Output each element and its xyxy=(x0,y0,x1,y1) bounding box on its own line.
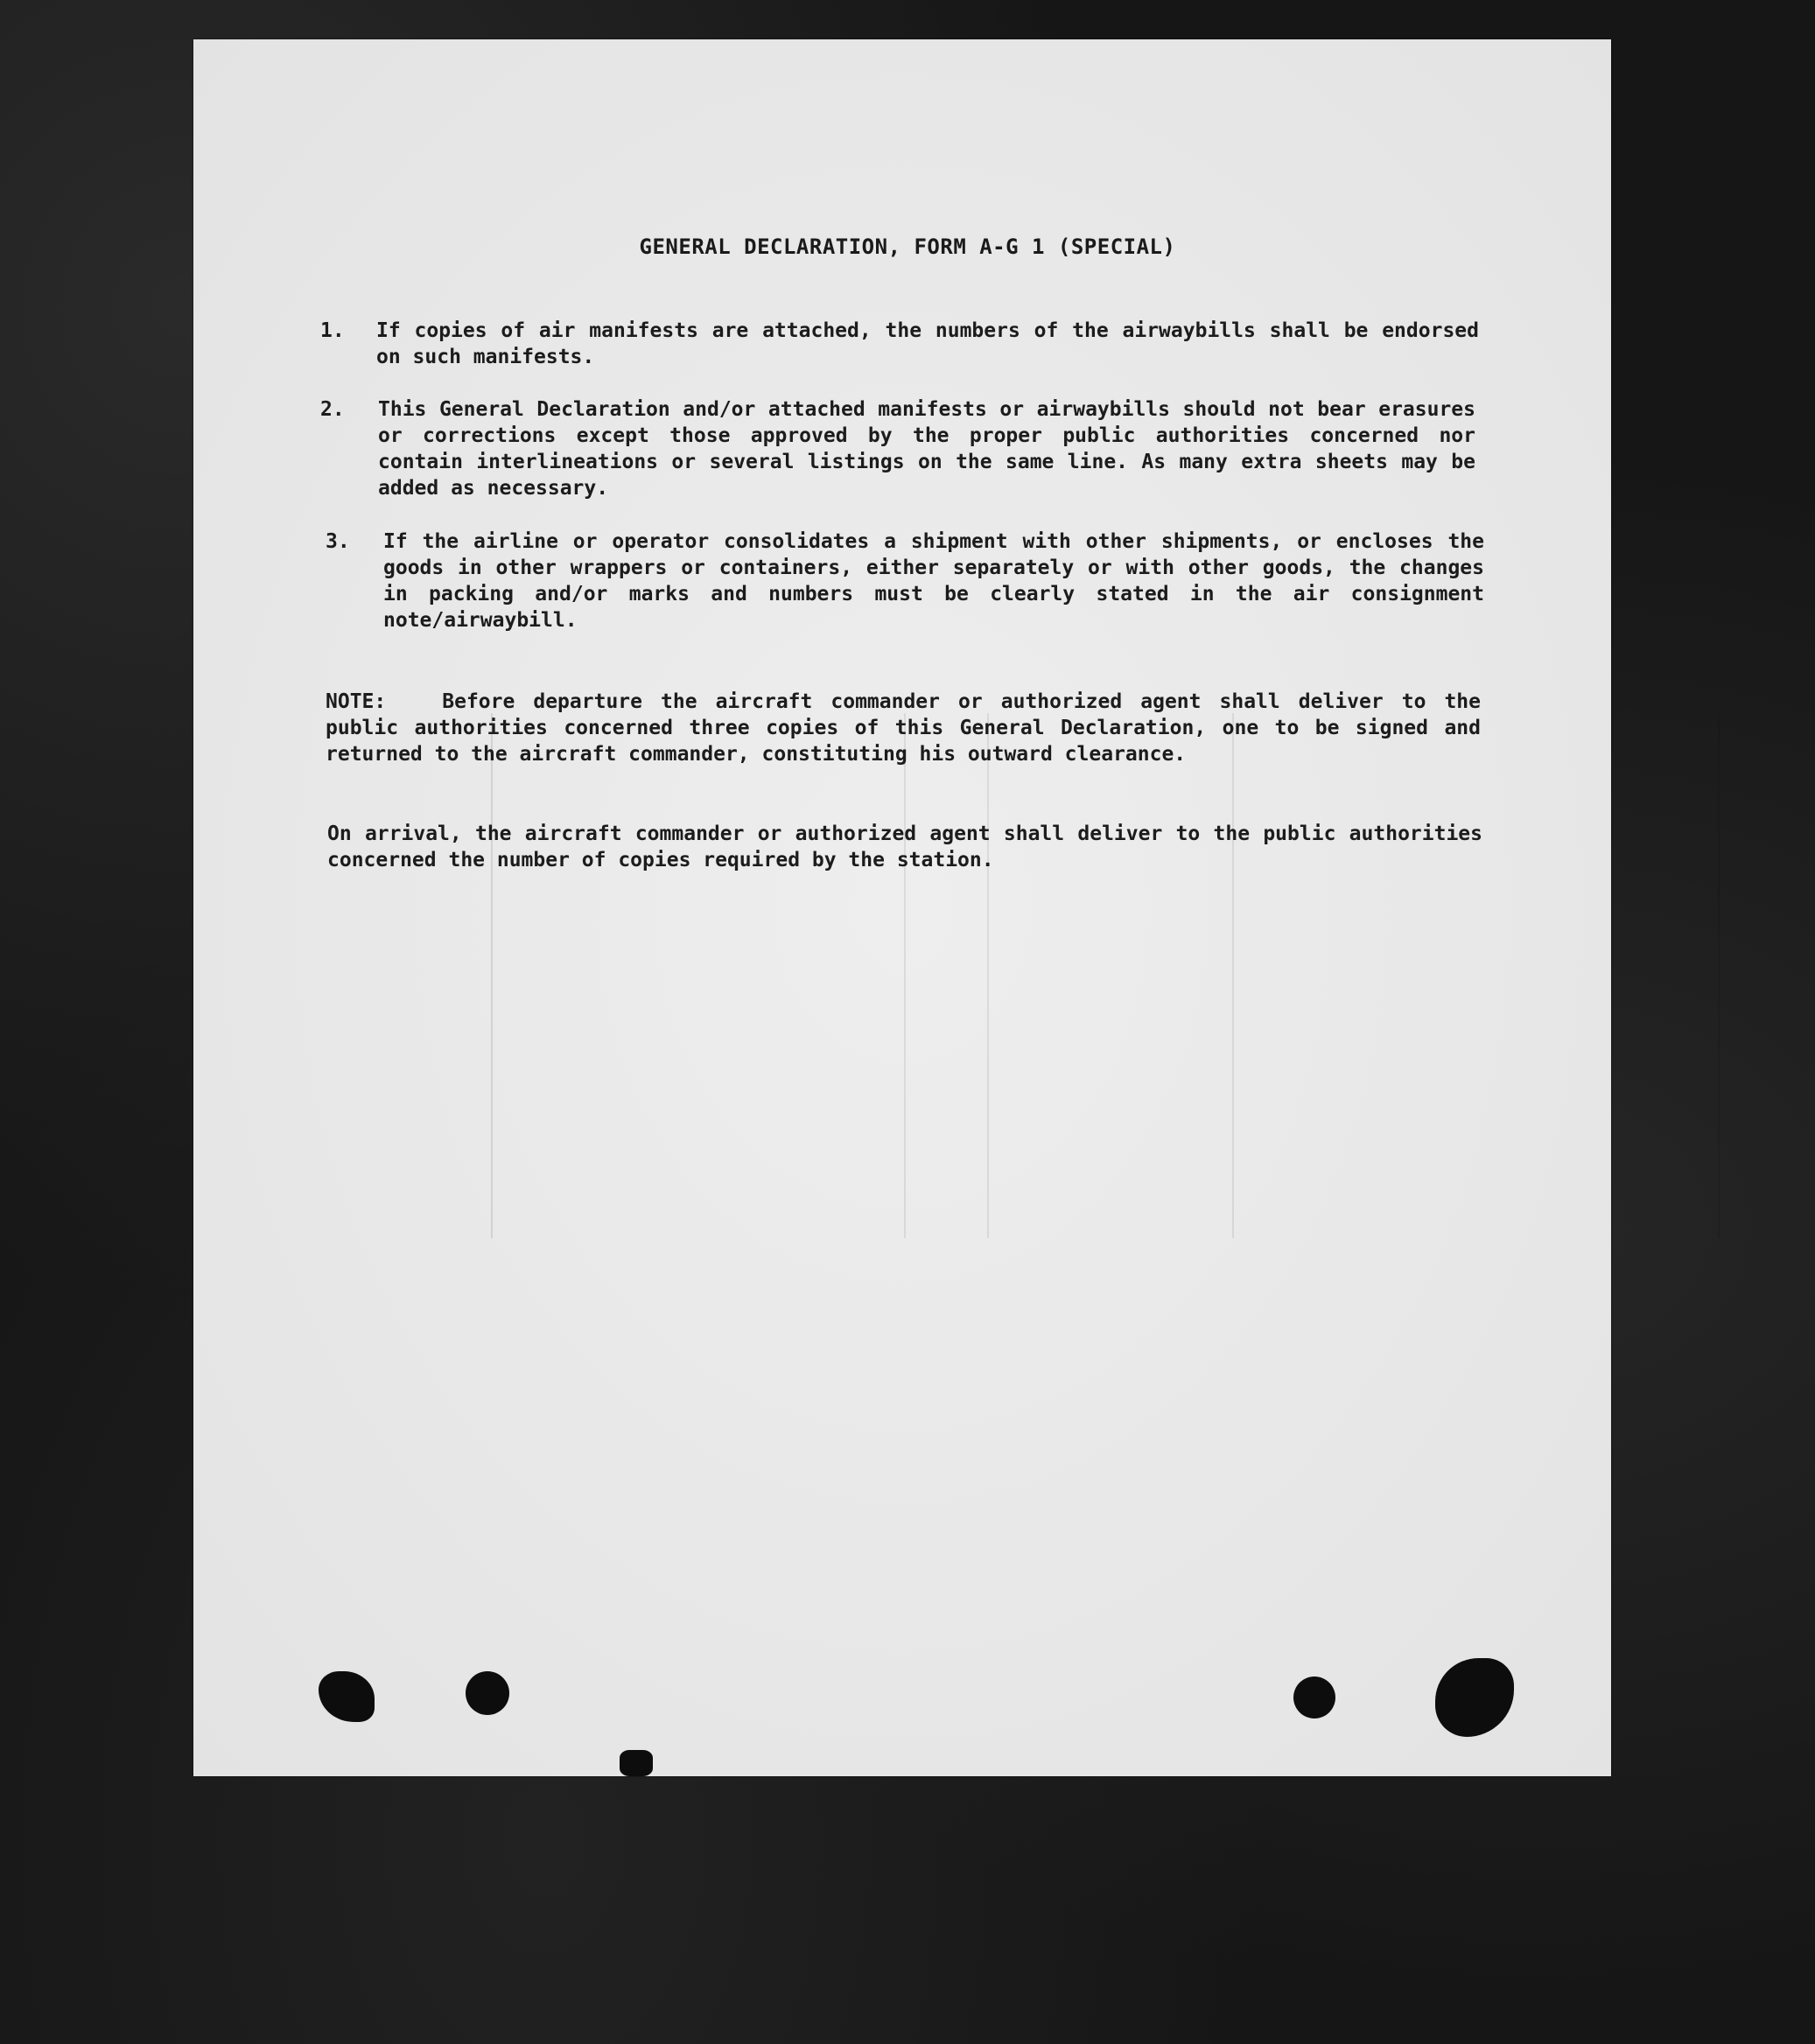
item-number-2: 2. xyxy=(320,398,345,421)
note-text: Before departure the aircraft commander or authorized agent shall deliver to the public authorities concerned three copies of this General Declaration, one to be signed and returned to the aircraft commander, constituting his outward clearance. xyxy=(326,690,1481,766)
instruction-item-1: If copies of air manifests are attached, the numbers of the airwaybills shall be endorsed on such manifests. xyxy=(376,319,1479,368)
instruction-item-3: If the airline or operator consolidates a shipment with other shipments, or encloses the goods in other wrappers or containers, either separately or with other goods, the changes in packing and/or marks and numbers must be clearly stated in the air consignment note/airwaybill. xyxy=(383,530,1484,632)
instruction-item-2: This General Declaration and/or attached manifests or airwaybills should not bear erasures or corrections except those approved by the proper public authorities concerned nor contain interlineations or several listings on the same line. As many extra sheets may be added as necessary. xyxy=(378,398,1475,500)
ink-blot-bottom xyxy=(620,1750,653,1776)
item-number-1: 1. xyxy=(320,319,345,342)
bleed-through-form-lines xyxy=(491,713,1720,1238)
punch-hole-left xyxy=(466,1671,509,1715)
note-paragraph xyxy=(326,689,1481,767)
page-title: GENERAL DECLARATION, FORM A-G 1 (SPECIAL) xyxy=(639,234,1176,259)
note-label: NOTE: xyxy=(326,690,387,713)
document-page xyxy=(193,39,1611,1776)
punch-hole-right xyxy=(1293,1676,1335,1718)
arrival-paragraph: On arrival, the aircraft commander or authorized agent shall deliver to the public authorities concerned the number of copies required by the station. xyxy=(327,822,1482,872)
item-number-3: 3. xyxy=(326,530,350,553)
